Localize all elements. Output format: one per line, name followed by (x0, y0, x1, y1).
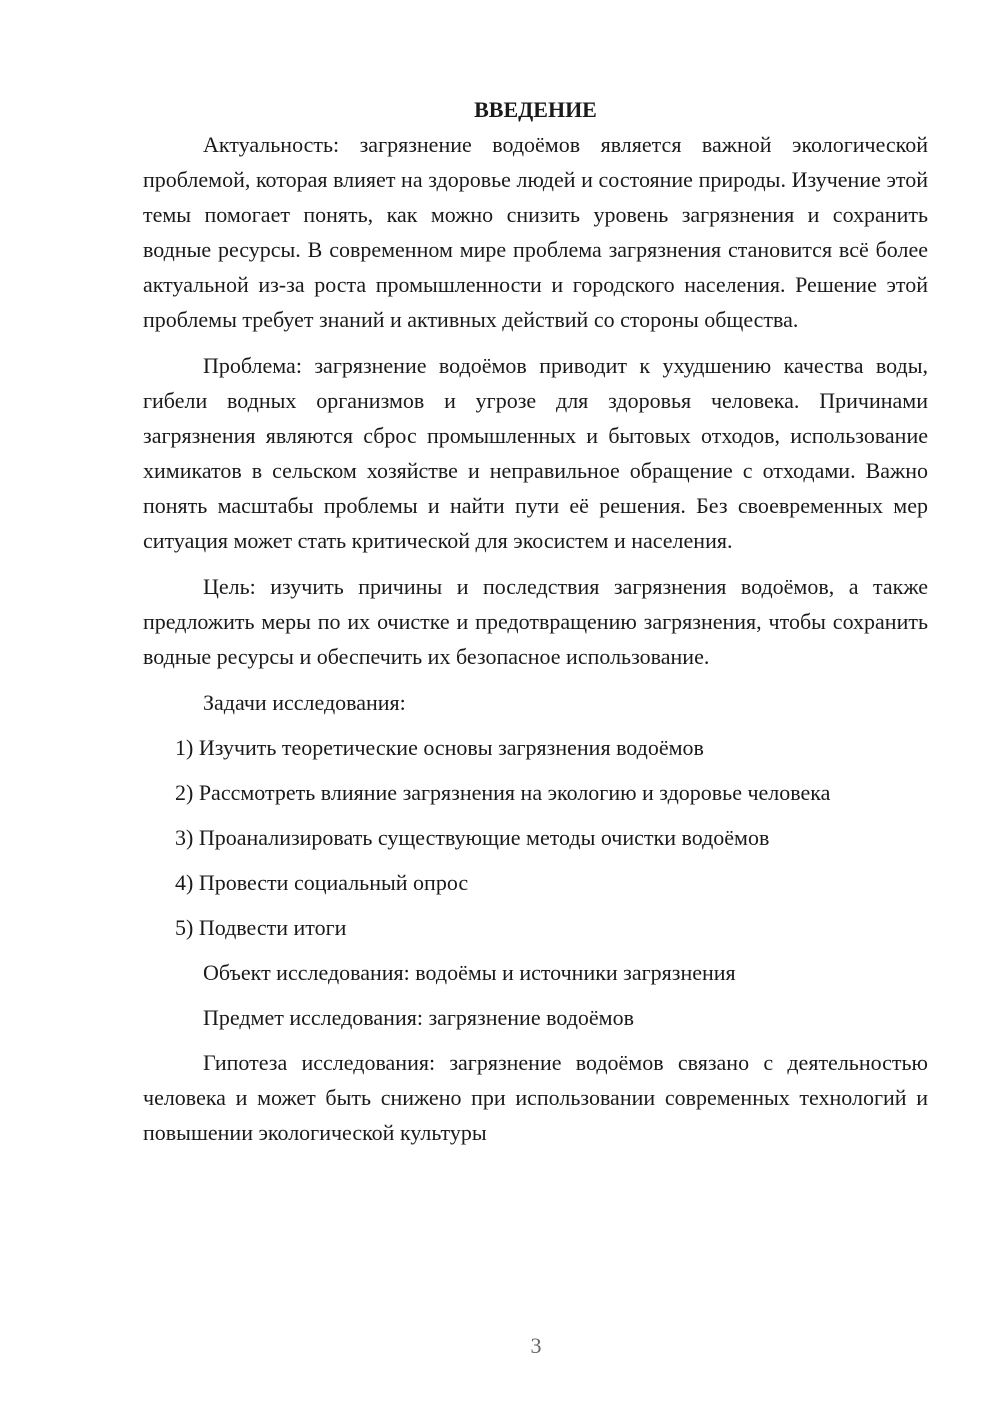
paragraph-gap (143, 558, 928, 569)
paragraph-gap (143, 674, 928, 685)
tasks-list (143, 730, 928, 945)
document-page (143, 92, 928, 1150)
research-object: Объект исследования: водоёмы и источники загрязнения (203, 960, 736, 985)
page-number: 3 (530, 1333, 542, 1358)
task-item: 2) Рассмотреть влияние загрязнения на экологию и здоровье человека (175, 780, 831, 805)
relevance-paragraph: Актуальность: загрязнение водоёмов является важной экологической проблемой, которая влияет на здоровье людей и состояние природы. Изучение этой темы помогает понять, как можно снизить уровень загрязнения и сохранить водные ресурсы. В современном мире проблема загрязнения становится всё более актуальной из-за роста промышленности и городского населения. Решение этой проблемы требует знаний и активных действий со стороны общества. (143, 132, 928, 332)
goal-paragraph: Цель: изучить причины и последствия загрязнения водоёмов, а также предложить меры по их очистке и предотвращению загрязнения, чтобы сохранить водные ресурсы и обеспечить их безопасное использование. (143, 574, 928, 669)
task-item: 3) Проанализировать существующие методы очистки водоёмов (175, 825, 770, 850)
task-item: 4) Провести социальный опрос (175, 870, 469, 895)
hypothesis-paragraph: Гипотеза исследования: загрязнение водоёмов связано с деятельностью человека и может быть снижено при использовании современных технологий и повышении экологической культуры (143, 1050, 928, 1145)
tasks-heading: Задачи исследования: (203, 690, 406, 715)
task-item: 5) Подвести итоги (175, 915, 347, 940)
task-item: 1) Изучить теоретические основы загрязнения водоёмов (175, 735, 704, 760)
paragraph-gap (143, 337, 928, 348)
problem-paragraph: Проблема: загрязнение водоёмов приводит к ухудшению качества воды, гибели водных организмов и угрозе для здоровья человека. Причинами загрязнения являются сброс промышленных и бытовых отходов, использование химикатов в сельском хозяйстве и неправильное обращение с отходами. Важно понять масштабы проблемы и найти пути её решения. Без своевременных мер ситуация может стать критической для экосистем и населения. (143, 353, 928, 553)
research-subject: Предмет исследования: загрязнение водоёмов (203, 1005, 634, 1030)
section-title: ВВЕДЕНИЕ (474, 97, 597, 122)
